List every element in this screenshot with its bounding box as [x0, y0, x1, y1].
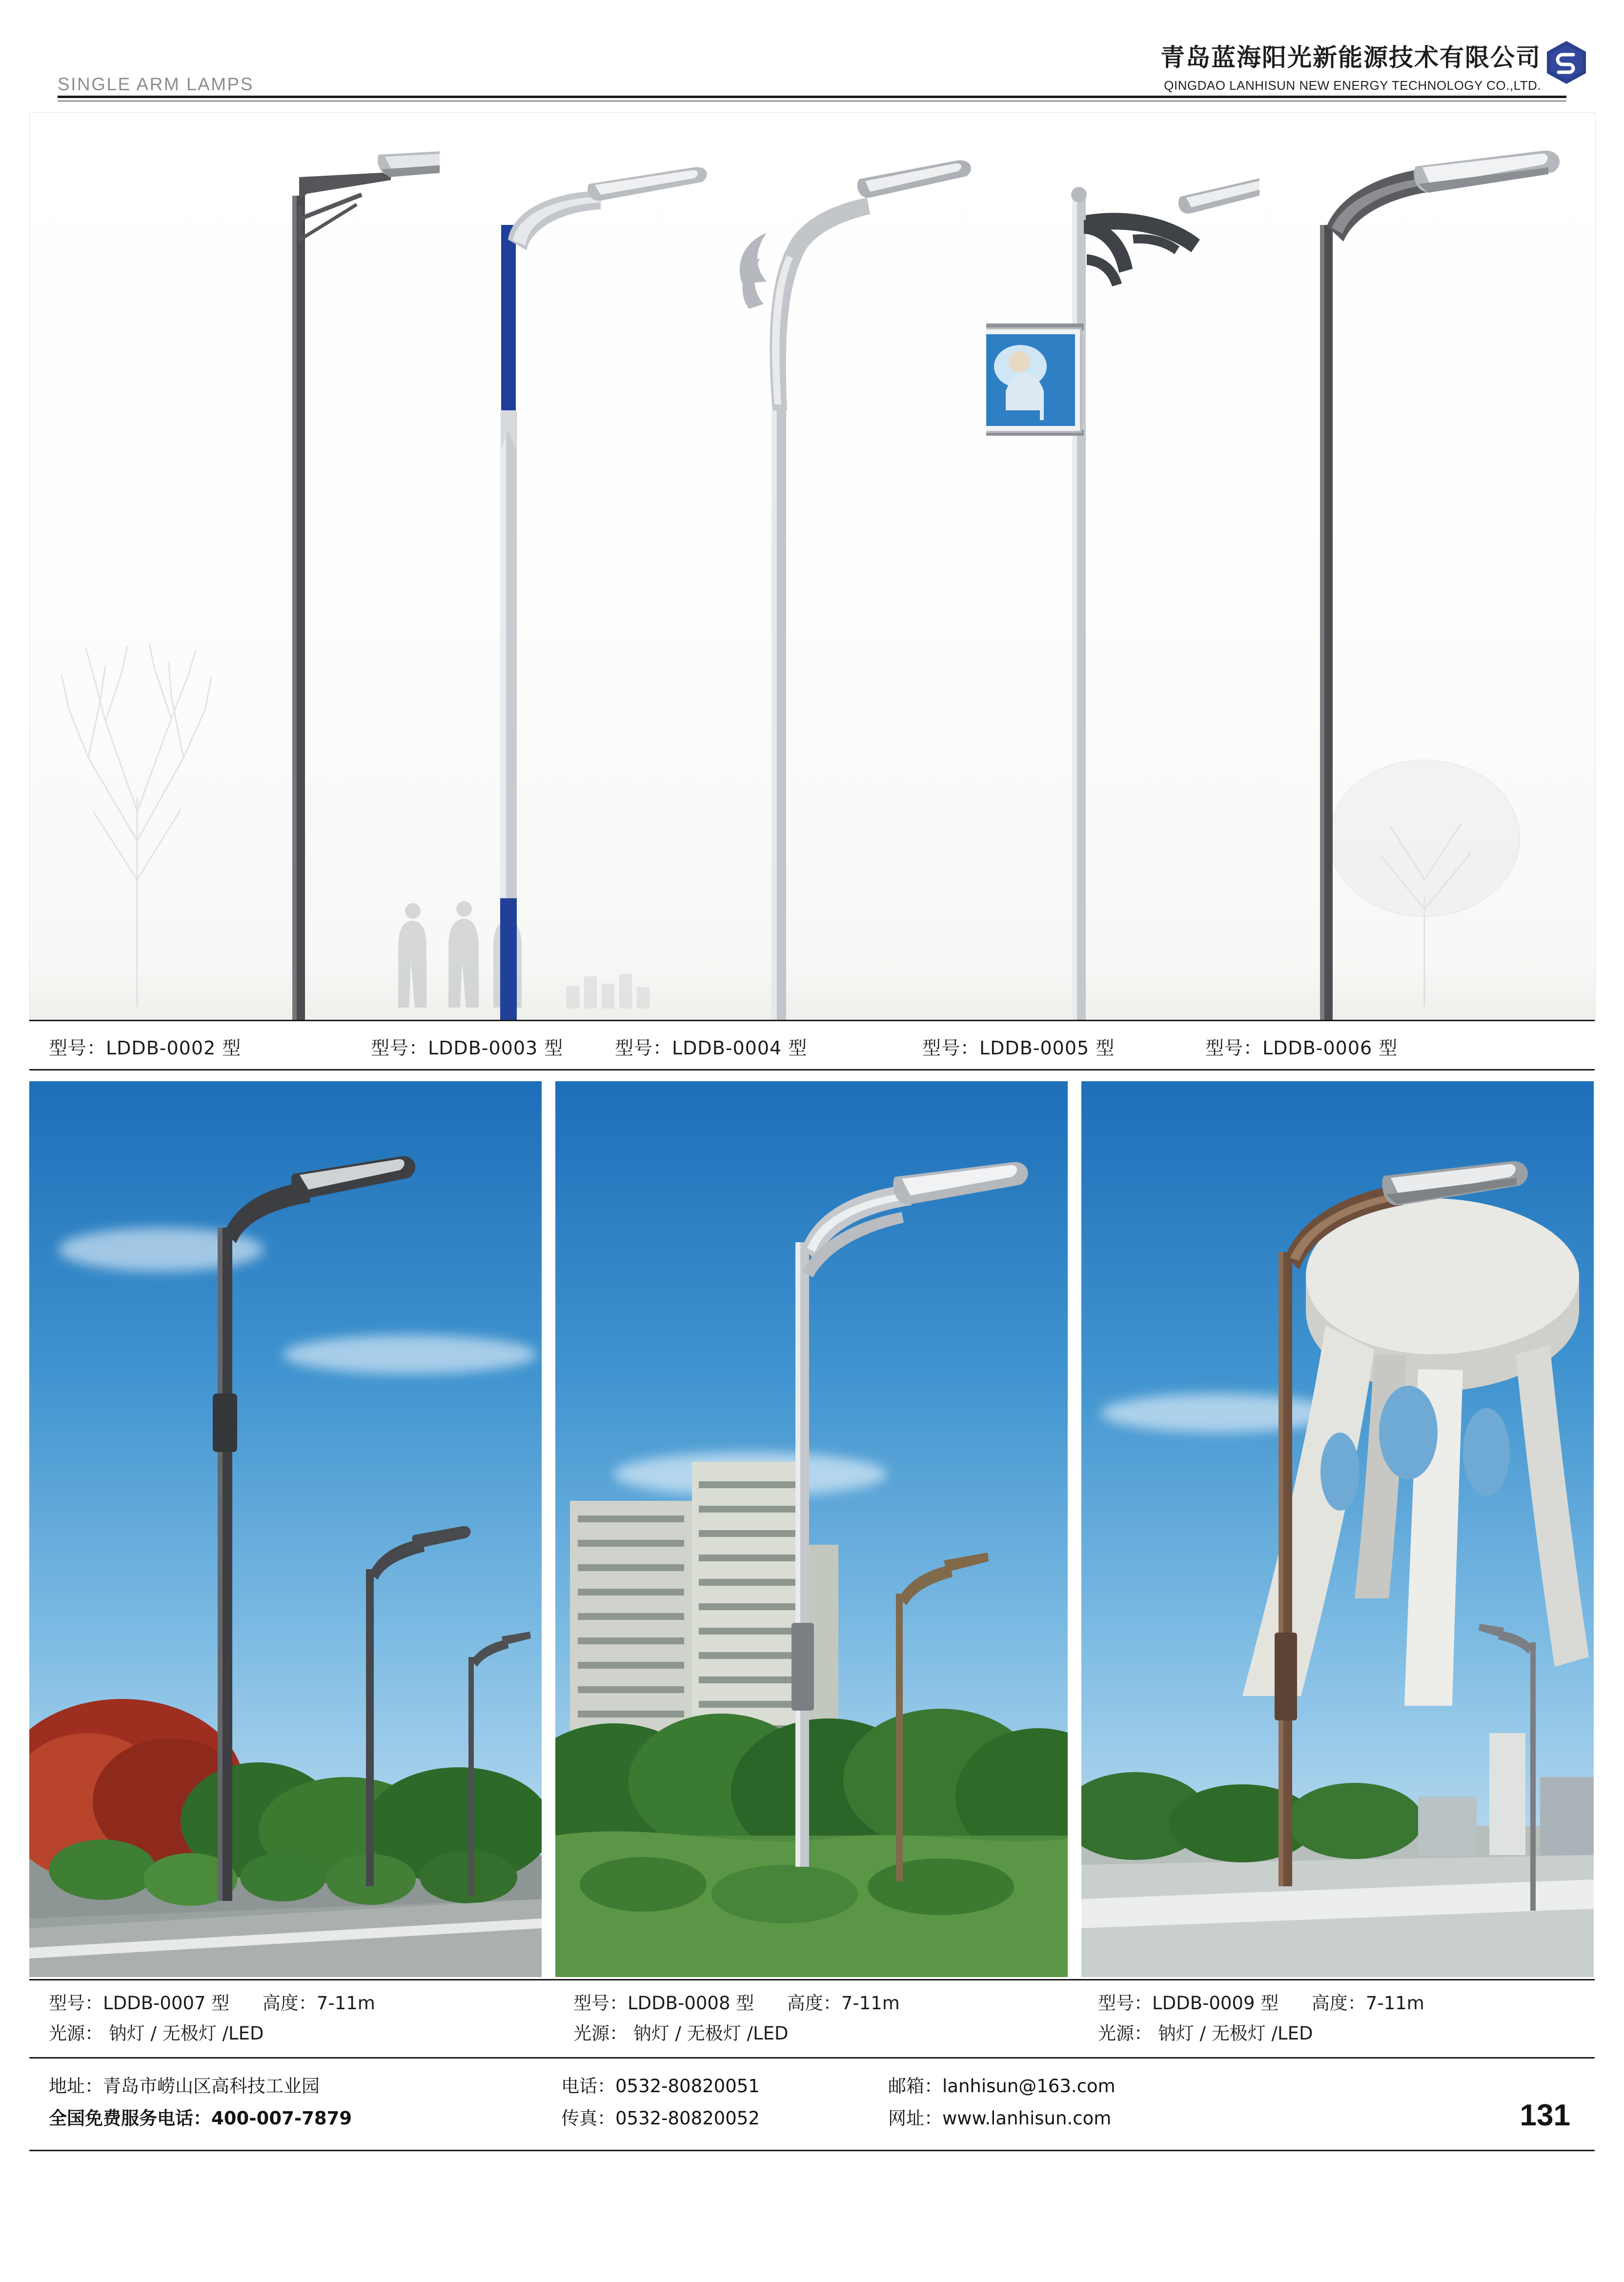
header-divider [58, 96, 1566, 98]
photo-lddb-0008 [555, 1081, 1068, 1977]
model-label-lddb-0003: 型号：LDDB-0003 型 [371, 1037, 564, 1059]
hexagon-logo-icon [1544, 40, 1589, 85]
street-lamp-distant [439, 1623, 537, 1896]
lamp-illustration-panel [29, 112, 1596, 1021]
model-label-lddb-0004: 型号：LDDB-0004 型 [615, 1037, 808, 1059]
caption-model: 型号：LDDB-0007 型 [49, 1993, 230, 2014]
caption-height: 高度：7-11m [262, 1993, 375, 2014]
caption-source: 光源： 钠灯 / 无极灯 /LED [573, 2023, 789, 2044]
page-header [0, 0, 1624, 113]
top-model-label-strip [29, 1020, 1595, 1070]
caption-model: 型号：LDDB-0008 型 [573, 1993, 754, 2014]
photo-lddb-0009 [1081, 1081, 1594, 1977]
caption-lddb-0007 [49, 1988, 375, 2049]
caption-model: 型号：LDDB-0009 型 [1098, 1993, 1279, 2014]
model-label-lddb-0005: 型号：LDDB-0005 型 [922, 1037, 1115, 1059]
street-lamp-distant [1477, 1618, 1574, 1911]
footer-tel-block [561, 2070, 760, 2135]
hotline-value: 400-007-7879 [211, 2108, 352, 2129]
company-name-cn: 青岛蓝海阳光新能源技术有限公司 [1160, 43, 1541, 72]
footer-divider-bottom [29, 2150, 1595, 2151]
photo-lddb-0007 [29, 1081, 542, 1977]
lamp-pole-lddb-0005 [986, 137, 1259, 1020]
fax-label: 传真： [561, 2108, 615, 2129]
tel-value: 0532-80820051 [615, 2076, 760, 2097]
hotline-label: 全国免费服务电话： [49, 2108, 211, 2129]
caption-height: 高度：7-11m [1311, 1993, 1424, 2014]
lamp-pole-lddb-0002 [118, 122, 440, 1020]
page-number: 131 [1520, 2099, 1570, 2132]
model-label-lddb-0006: 型号：LDDB-0006 型 [1205, 1037, 1398, 1059]
website-label: 网址： [888, 2108, 942, 2129]
model-label-lddb-0002: 型号：LDDB-0002 型 [49, 1037, 242, 1059]
photo-captions [29, 1979, 1595, 2059]
street-lamp-background [868, 1540, 995, 1881]
caption-source: 光源： 钠灯 / 无极灯 /LED [49, 2023, 264, 2044]
tel-label: 电话： [561, 2076, 615, 2097]
fax-value: 0532-80820052 [615, 2108, 760, 2129]
lamp-pole-lddb-0004 [713, 137, 986, 1020]
footer-address-block [49, 2070, 352, 2135]
caption-lddb-0008 [573, 1988, 900, 2049]
email-label: 邮箱： [888, 2076, 942, 2097]
address-value: 青岛市崂山区高科技工业园 [103, 2076, 320, 2097]
lamp-pole-lddb-0003 [440, 137, 713, 1020]
footer-web-block [888, 2070, 1116, 2135]
section-label: SINGLE ARM LAMPS [58, 74, 254, 94]
email-value[interactable]: lanhisun@163.com [942, 2076, 1116, 2097]
company-block [1160, 38, 1541, 93]
page-footer [29, 2057, 1595, 2151]
caption-height: 高度：7-11m [787, 1993, 900, 2014]
website-value[interactable]: www.lanhisun.com [942, 2108, 1112, 2129]
photo-row [29, 1081, 1595, 1977]
lamp-pole-lddb-0006 [1269, 137, 1572, 1020]
company-name-en: QINGDAO LANHISUN NEW ENERGY TECHNOLOGY CO.,LTD. [1164, 78, 1541, 93]
caption-source: 光源： 钠灯 / 无极灯 /LED [1098, 2023, 1313, 2044]
address-label: 地址： [49, 2076, 103, 2097]
caption-lddb-0009 [1098, 1988, 1424, 2049]
